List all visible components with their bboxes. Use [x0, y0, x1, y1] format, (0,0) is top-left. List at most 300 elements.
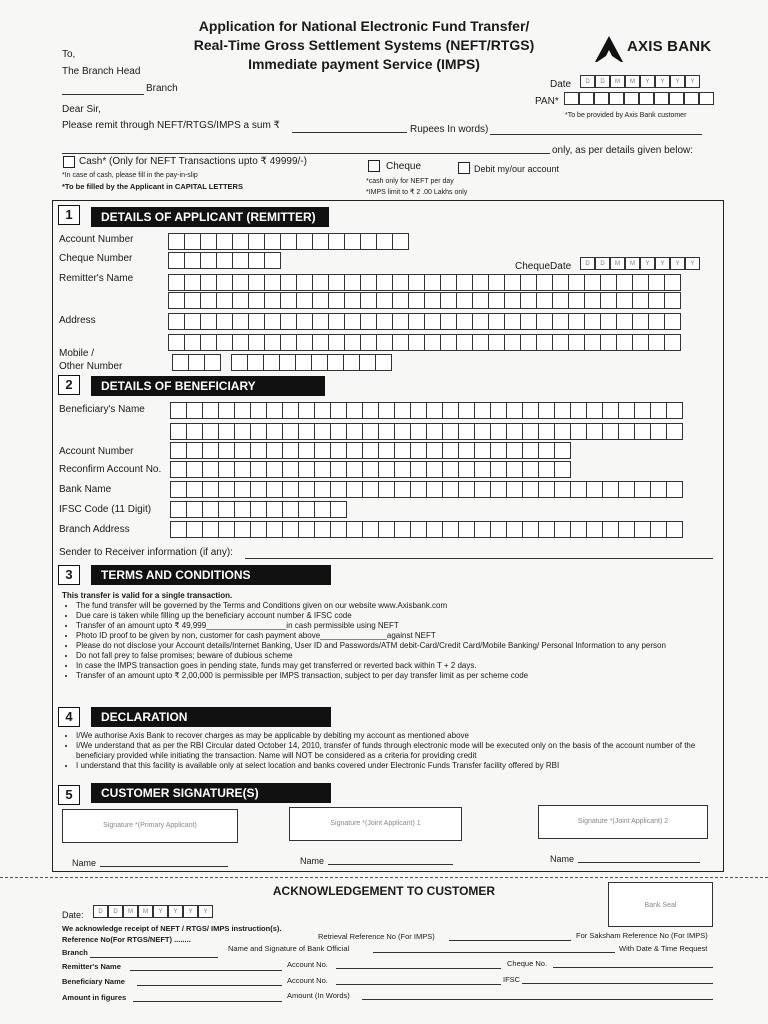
- char-box: [648, 313, 665, 330]
- char-box: [282, 461, 299, 478]
- char-box: [376, 334, 393, 351]
- char-box: [170, 521, 187, 538]
- mobile-code-input[interactable]: [172, 354, 220, 371]
- char-box: [650, 402, 667, 419]
- terms-item: • Do not fall prey to false promises; beware of dubious scheme: [76, 651, 717, 661]
- char-box: [362, 442, 379, 459]
- char-box: [328, 274, 345, 291]
- ifsc-label: IFSC Code (11 Digit): [59, 504, 152, 515]
- ack-cheque-line[interactable]: [553, 967, 713, 968]
- ack-official: Name and Signature of Bank Official: [228, 944, 350, 953]
- char-box: [648, 292, 665, 309]
- char-box: [218, 521, 235, 538]
- char-box: [616, 334, 633, 351]
- char-box: [442, 461, 459, 478]
- terms-list: [62, 591, 717, 681]
- primary-name-line[interactable]: [100, 866, 228, 867]
- char-box: [376, 233, 393, 250]
- ack-account-line[interactable]: [336, 968, 501, 969]
- char-box: [312, 313, 329, 330]
- ack-date-input[interactable]: D D M M Y Y Y Y: [93, 905, 213, 918]
- char-box: [330, 442, 347, 459]
- char-box: [170, 481, 187, 498]
- section-1-heading: DETAILS OF APPLICANT (REMITTER): [91, 207, 329, 227]
- remitter-name-label: Remitter's Name: [59, 273, 134, 284]
- char-box: [600, 274, 617, 291]
- char-box: [426, 481, 443, 498]
- reconfirm-account-input[interactable]: [170, 461, 570, 478]
- char-box: [298, 461, 315, 478]
- char-box: [170, 501, 187, 518]
- ack-branch-line[interactable]: [90, 957, 218, 958]
- declaration-item: • I/We understand that as per the RBI Circular dated October 14, 2010, transfer of funds through electronic mode will be executed only on the basis of the account number of the beneficiary provided while initiating the transaction. Name will NOT be considered as a criteria for providing credit: [76, 741, 717, 761]
- char-box: [664, 292, 681, 309]
- char-box: [378, 402, 395, 419]
- char-box: [343, 354, 360, 371]
- char-box: [600, 292, 617, 309]
- char-box: [184, 334, 201, 351]
- branch-name-line[interactable]: [62, 94, 144, 95]
- char-box: [328, 233, 345, 250]
- beneficiary-name-label: Beneficiary's Name: [59, 404, 145, 415]
- ack-cheque-no: Cheque No.: [507, 959, 548, 968]
- char-box: [266, 402, 283, 419]
- char-box: [346, 521, 363, 538]
- char-box: [440, 334, 457, 351]
- char-box: [490, 442, 507, 459]
- char-box: [280, 313, 297, 330]
- char-box: [618, 423, 635, 440]
- address-label: Address: [59, 315, 96, 326]
- char-box: [458, 442, 475, 459]
- char-box: [202, 461, 219, 478]
- char-box: [296, 313, 313, 330]
- char-box: [296, 233, 313, 250]
- char-box: [666, 481, 683, 498]
- char-box: [186, 442, 203, 459]
- char-box: [426, 423, 443, 440]
- char-box: [602, 423, 619, 440]
- char-box: [490, 423, 507, 440]
- char-box: [200, 233, 217, 250]
- primary-signature-box[interactable]: Signature *(Primary Applicant): [62, 809, 238, 843]
- char-box: [170, 402, 187, 419]
- char-box: [234, 481, 251, 498]
- section-1-number: 1: [58, 205, 80, 225]
- char-box: [282, 423, 299, 440]
- primary-name-label: Name: [72, 858, 97, 868]
- char-box: [168, 334, 185, 351]
- char-box: [536, 334, 553, 351]
- char-box: [506, 442, 523, 459]
- char-box: [618, 402, 635, 419]
- beneficiary-name-input-1[interactable]: [170, 402, 682, 419]
- terms-item: • Please do not disclose your Account details/Internet Banking, User ID and Passwords/ATM debit-Card/Credit Card/Mobile Banking/ Personal Information to any person: [76, 641, 717, 651]
- char-box: [298, 501, 315, 518]
- char-box: [378, 481, 395, 498]
- char-box: [456, 274, 473, 291]
- ack-beneficiary-line[interactable]: [137, 985, 282, 986]
- char-box: [248, 313, 265, 330]
- char-box: [186, 402, 203, 419]
- char-box: [424, 334, 441, 351]
- char-box: [172, 354, 189, 371]
- char-box: [314, 423, 331, 440]
- title-line-3: Immediate payment Service (IMPS): [248, 56, 480, 72]
- char-box: [602, 481, 619, 498]
- char-box: [202, 402, 219, 419]
- char-box: [456, 334, 473, 351]
- char-box: [298, 481, 315, 498]
- char-box: [202, 501, 219, 518]
- char-box: [632, 274, 649, 291]
- char-box: [424, 292, 441, 309]
- ifsc-input[interactable]: [170, 501, 346, 518]
- char-box: [231, 354, 248, 371]
- char-box: [634, 481, 651, 498]
- char-box: [234, 461, 251, 478]
- char-box: [328, 292, 345, 309]
- char-box: [375, 354, 392, 371]
- char-box: [408, 292, 425, 309]
- char-box: [234, 442, 251, 459]
- char-box: [314, 402, 331, 419]
- char-box: [314, 481, 331, 498]
- cash-note: *In case of cash, please fill in the pay-in-slip: [62, 172, 198, 179]
- char-box: [554, 481, 571, 498]
- char-box: [474, 521, 491, 538]
- char-box: [538, 402, 555, 419]
- char-box: [234, 521, 251, 538]
- char-box: [520, 334, 537, 351]
- char-box: [552, 274, 569, 291]
- branch-head-label: The Branch Head: [62, 66, 141, 77]
- char-box: [362, 423, 379, 440]
- char-box: [442, 442, 459, 459]
- char-box: [346, 461, 363, 478]
- reconfirm-account-label: Reconfirm Account No.: [59, 464, 162, 475]
- char-box: [602, 402, 619, 419]
- char-box: [394, 521, 411, 538]
- char-box: [280, 334, 297, 351]
- char-box: [506, 481, 523, 498]
- pan-note: *To be provided by Axis Bank customer: [565, 112, 687, 119]
- char-box: [552, 292, 569, 309]
- char-box: [458, 521, 475, 538]
- char-box: [506, 461, 523, 478]
- char-box: [554, 402, 571, 419]
- char-box: [312, 274, 329, 291]
- char-box: [442, 423, 459, 440]
- char-box: [184, 292, 201, 309]
- char-box: [570, 521, 587, 538]
- char-box: [536, 292, 553, 309]
- char-box: [184, 252, 201, 269]
- to-label: To,: [62, 49, 76, 60]
- char-box: [280, 274, 297, 291]
- terms-item: • Transfer of an amount upto ₹ 49,999__________________in cash permissible using NEFT: [76, 621, 717, 631]
- char-box: [426, 442, 443, 459]
- date-box: Y: [670, 75, 685, 88]
- char-box: [378, 442, 395, 459]
- char-box: [296, 334, 313, 351]
- char-box: [282, 402, 299, 419]
- char-box: [330, 501, 347, 518]
- char-box: [279, 354, 296, 371]
- address-input-2[interactable]: [168, 334, 680, 351]
- char-box: [250, 442, 267, 459]
- debit-checkbox[interactable]: [458, 162, 470, 174]
- ack-ifsc: IFSC: [503, 975, 521, 984]
- char-box: [554, 521, 571, 538]
- char-box: [490, 521, 507, 538]
- char-box: [554, 461, 571, 478]
- title-line-1: Application for National Electronic Fund Transfer/: [198, 18, 530, 34]
- char-box: [264, 252, 281, 269]
- char-box: [426, 402, 443, 419]
- ack-remitter-line[interactable]: [130, 970, 282, 971]
- declaration-item: • I/We authorise Axis Bank to recover charges as may be applicable by debiting my account as mentioned above: [76, 731, 717, 741]
- ack-amount-words-line[interactable]: [362, 999, 713, 1000]
- imps-limit-note: *IMPS limit to ₹ 2 .00 Lakhs only: [366, 189, 468, 196]
- char-box: [392, 292, 409, 309]
- char-box: [488, 334, 505, 351]
- char-box: [522, 423, 539, 440]
- bank-name-input[interactable]: [170, 481, 682, 498]
- pan-input[interactable]: [564, 92, 714, 105]
- char-box: [200, 292, 217, 309]
- char-box: [186, 501, 203, 518]
- beneficiary-account-label: Account Number: [59, 446, 134, 457]
- date-box: D: [595, 75, 610, 88]
- ack-ifsc-line[interactable]: [522, 983, 713, 984]
- section-2-heading: DETAILS OF BENEFICIARY: [91, 376, 325, 396]
- ack-beneficiary-name: Beneficiary Name: [62, 977, 125, 986]
- char-box: [538, 521, 555, 538]
- date-box: Y: [655, 75, 670, 88]
- mobile-number-input[interactable]: [231, 354, 391, 371]
- char-box: [234, 501, 251, 518]
- debit-label: Debit my/our account: [474, 164, 560, 174]
- char-box: [568, 274, 585, 291]
- rupees-words-line-2[interactable]: [62, 153, 550, 154]
- char-box: [536, 313, 553, 330]
- char-box: [586, 521, 603, 538]
- terms-heading: This transfer is valid for a single transaction.: [62, 591, 233, 600]
- section-2-number: 2: [58, 375, 80, 395]
- char-box: [378, 461, 395, 478]
- char-box: [458, 402, 475, 419]
- char-box: [264, 233, 281, 250]
- char-box: [632, 292, 649, 309]
- char-box: [522, 521, 539, 538]
- char-box: [650, 521, 667, 538]
- char-box: [232, 233, 249, 250]
- char-box: [250, 481, 267, 498]
- char-box: [218, 461, 235, 478]
- char-box: [394, 461, 411, 478]
- char-box: [360, 334, 377, 351]
- amount-line[interactable]: [292, 132, 407, 133]
- char-box: [440, 313, 457, 330]
- char-box: [298, 521, 315, 538]
- date-label: Date: [550, 79, 572, 90]
- char-box: [359, 354, 376, 371]
- char-box: [298, 442, 315, 459]
- cash-checkbox[interactable]: [63, 156, 75, 168]
- char-box: [490, 402, 507, 419]
- char-box: [394, 481, 411, 498]
- char-box: [360, 313, 377, 330]
- char-box: [216, 334, 233, 351]
- section-5-heading: CUSTOMER SIGNATURE(S): [91, 783, 331, 803]
- char-box: [362, 402, 379, 419]
- char-box: [346, 442, 363, 459]
- char-box: [362, 521, 379, 538]
- char-box: [488, 292, 505, 309]
- char-box: [188, 354, 205, 371]
- beneficiary-name-input-2[interactable]: [170, 423, 682, 440]
- char-box: [616, 274, 633, 291]
- char-box: [664, 334, 681, 351]
- char-box: [218, 481, 235, 498]
- char-box: [490, 481, 507, 498]
- terms-item: • The fund transfer will be governed by the Terms and Conditions given on our website www.Axisbank.com: [76, 601, 717, 611]
- branch-address-label: Branch Address: [59, 524, 130, 535]
- char-box: [584, 334, 601, 351]
- ack-amount-figures-line[interactable]: [133, 1001, 282, 1002]
- char-box: [552, 313, 569, 330]
- char-box: [618, 521, 635, 538]
- char-box: [584, 292, 601, 309]
- cash-label: Cash* (Only for NEFT Transactions upto ₹ 49999/-): [79, 156, 307, 167]
- only-text: only, as per details given below:: [552, 145, 694, 156]
- char-box: [488, 313, 505, 330]
- char-box: [424, 313, 441, 330]
- char-box: [314, 461, 331, 478]
- char-box: [522, 402, 539, 419]
- char-box: [200, 252, 217, 269]
- cheque-number-input[interactable]: [168, 252, 280, 269]
- title-line-2: Real-Time Gross Settlement Systems (NEFT/RTGS): [193, 37, 535, 53]
- remitter-name-input-1[interactable]: [168, 274, 680, 291]
- cheque-date-input[interactable]: D D M M Y Y Y Y: [580, 257, 700, 270]
- char-box: [266, 501, 283, 518]
- retrieval-line[interactable]: [449, 940, 571, 941]
- char-box: [666, 521, 683, 538]
- date-input[interactable]: [580, 75, 700, 88]
- char-box: [458, 423, 475, 440]
- char-box: [472, 292, 489, 309]
- ack-official-line[interactable]: [373, 952, 615, 953]
- mobile-label: Mobile /: [59, 348, 95, 359]
- char-box: [218, 501, 235, 518]
- ack-account-line-2[interactable]: [336, 984, 501, 985]
- char-box: [490, 461, 507, 478]
- beneficiary-account-input[interactable]: [170, 442, 570, 459]
- char-box: [218, 423, 235, 440]
- address-input-1[interactable]: [168, 313, 680, 330]
- char-box: [311, 354, 328, 371]
- char-box: [584, 313, 601, 330]
- char-box: [204, 354, 221, 371]
- char-box: [327, 354, 344, 371]
- char-box: [442, 521, 459, 538]
- char-box: [200, 274, 217, 291]
- sender-info-label: Sender to Receiver information (if any):: [59, 547, 233, 558]
- char-box: [360, 233, 377, 250]
- branch-address-input[interactable]: [170, 521, 682, 538]
- cheque-checkbox[interactable]: [368, 160, 380, 172]
- char-box: [328, 334, 345, 351]
- char-box: [168, 233, 185, 250]
- cut-line: [0, 877, 768, 878]
- ack-date-time: With Date & Time Request: [619, 944, 708, 953]
- char-box: [394, 442, 411, 459]
- joint1-name-line[interactable]: [328, 864, 453, 865]
- char-box: [264, 313, 281, 330]
- char-box: [314, 442, 331, 459]
- pan-label: PAN*: [535, 96, 559, 107]
- joint-signature-2-box[interactable]: Signature *(Joint Applicant) 2: [538, 805, 708, 839]
- char-box: [666, 402, 683, 419]
- char-box: [664, 313, 681, 330]
- char-box: [232, 313, 249, 330]
- joint2-name-line[interactable]: [578, 862, 700, 863]
- char-box: [586, 402, 603, 419]
- declaration-item: • I understand that this facility is available only at select location and banks covered under Electronic Funds Transfer facility offered by RBI: [76, 761, 717, 771]
- dear-sir: Dear Sir,: [62, 104, 101, 115]
- char-box: [218, 442, 235, 459]
- char-box: [504, 334, 521, 351]
- char-box: [474, 423, 491, 440]
- char-box: [168, 292, 185, 309]
- char-box: [200, 313, 217, 330]
- char-box: [634, 423, 651, 440]
- ack-account-no: Account No.: [287, 960, 328, 969]
- char-box: [392, 313, 409, 330]
- date-box: M: [610, 75, 625, 88]
- char-box: [504, 292, 521, 309]
- char-box: [650, 423, 667, 440]
- char-box: [248, 233, 265, 250]
- ack-date-label: Date:: [62, 910, 84, 920]
- rupees-words-label: Rupees In words): [410, 124, 489, 135]
- remitter-name-input-2[interactable]: [168, 292, 680, 309]
- sender-info-line[interactable]: [245, 558, 713, 559]
- cheque-date-label: ChequeDate: [515, 261, 572, 272]
- char-box: [616, 292, 633, 309]
- char-box: [330, 423, 347, 440]
- char-box: [378, 521, 395, 538]
- char-box: [650, 481, 667, 498]
- char-box: [346, 481, 363, 498]
- char-box: [488, 274, 505, 291]
- char-box: [666, 423, 683, 440]
- ack-saksham: For Saksham Reference No (For IMPS): [576, 931, 708, 940]
- joint-signature-1-box[interactable]: Signature *(Joint Applicant) 1: [289, 807, 462, 841]
- char-box: [298, 402, 315, 419]
- char-box: [266, 521, 283, 538]
- char-box: [232, 334, 249, 351]
- char-box: [330, 461, 347, 478]
- char-box: [328, 313, 345, 330]
- date-box: Y: [640, 75, 655, 88]
- char-box: [440, 292, 457, 309]
- rupees-words-line[interactable]: [490, 134, 702, 135]
- char-box: [504, 313, 521, 330]
- account-number-input[interactable]: [168, 233, 408, 250]
